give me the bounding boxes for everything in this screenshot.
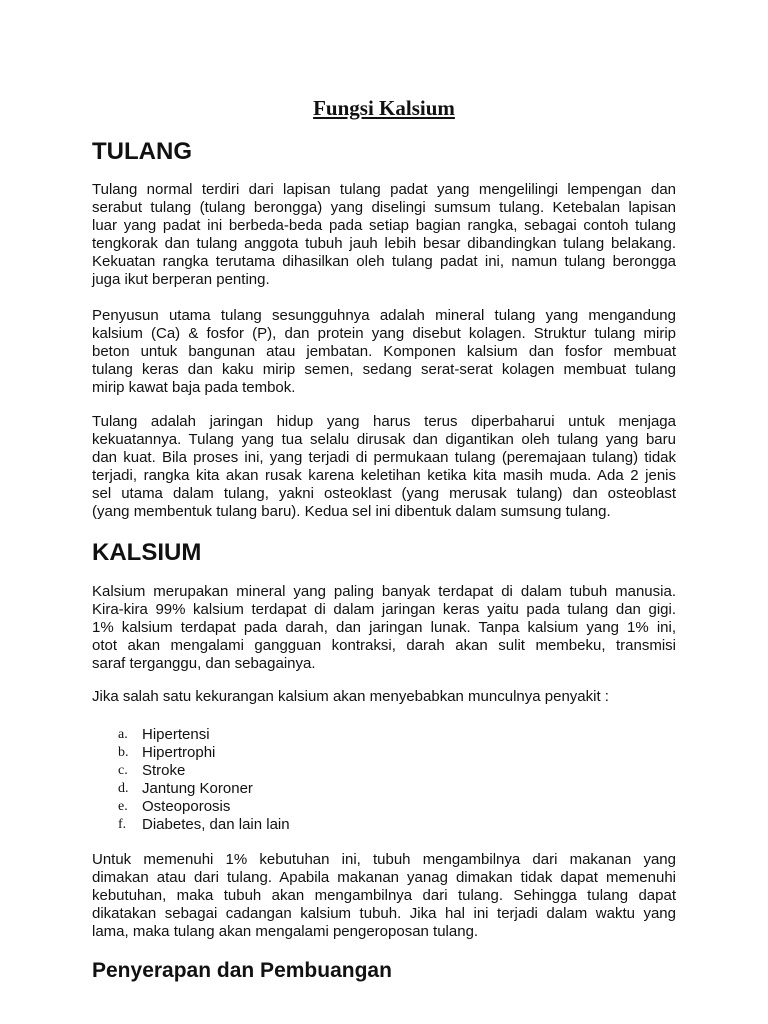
paragraph [92, 583, 676, 673]
paragraph [92, 688, 676, 706]
paragraph [92, 181, 676, 289]
text-line: beton untuk bangunan atau jembatan. Komponen kalsium dan fosfor membuat [92, 343, 676, 360]
text-line: kalsium (Ca) & fosfor (P), dan protein yang disebut kolagen. Struktur tulang mirip [92, 325, 676, 342]
text-line: tengkorak dan tulang anggota tubuh jauh lebih besar dibandingkan tulang belakang. [92, 235, 676, 252]
text-line: saraf terganggu, dan sebagainya. [92, 655, 316, 672]
list-marker: e. [118, 799, 128, 814]
text-line: Untuk memenuhi 1% kebutuhan ini, tubuh mengambilnya dari makanan yang [92, 851, 676, 868]
list-item [118, 780, 290, 798]
text-line: serabut tulang (tulang berongga) yang diselingi sumsum tulang. Ketebalan lapisan [92, 199, 676, 216]
text-line: otot akan mengalami gangguan kontraksi, darah akan sulit membeku, transmisi [92, 637, 676, 654]
list-item [118, 744, 290, 762]
text-line: Penyusun utama tulang sesungguhnya adalah mineral tulang yang mengandung [92, 307, 676, 324]
document-title: Fungsi Kalsium [313, 96, 455, 120]
text-line: terjadi, rangka kita akan rusak karena keletihan ketika kita masih muda. Ada 2 jenis [92, 467, 676, 484]
text-line: dan kuat. Bila proses ini, yang terjadi di permukaan tulang (peremajaan tulang) tidak [92, 449, 676, 466]
list-item [118, 816, 290, 834]
text-line: kebutuhan, maka tubuh akan mengambilnya dari tulang. Sehingga tulang dapat [92, 887, 676, 904]
disease-list [118, 726, 290, 834]
list-item-text: Jantung Koroner [142, 780, 253, 797]
text-line: dimakan atau dari tulang. Apabila makanan yanag dimakan tidak dapat memenuhi [92, 869, 676, 886]
text-line: 1% kalsium terdapat pada darah, dan jaringan lunak. Tanpa kalsium yang 1% ini, [92, 619, 676, 636]
text-line: Tulang adalah jaringan hidup yang harus terus diperbaharui untuk menjaga [92, 413, 676, 430]
text-line: Kekuatan rangka terutama dihasilkan oleh tulang padat ini, namun tulang berongga [92, 253, 676, 270]
section-heading-tulang: TULANG [92, 138, 192, 165]
text-line: (yang membentuk tulang baru). Kedua sel ini dibentuk dalam sumsung tulang. [92, 503, 611, 520]
section-heading-penyerapan: Penyerapan dan Pembuangan [92, 959, 392, 982]
list-item-text: Stroke [142, 762, 186, 779]
text-line: Jika salah satu kekurangan kalsium akan menyebabkan munculnya penyakit : [92, 688, 609, 705]
paragraph [92, 413, 676, 521]
section-heading-kalsium: KALSIUM [92, 539, 202, 566]
text-line: lama, maka tulang akan mengalami pengeroposan tulang. [92, 923, 479, 940]
list-item [118, 798, 290, 816]
list-item-text: Hipertensi [142, 726, 210, 743]
list-marker: a. [118, 727, 128, 742]
text-line: kekuatannya. Tulang yang tua selalu dirusak dan digantikan oleh tulang yang baru [92, 431, 676, 448]
text-line: luar yang padat ini berbeda-beda pada setiap bagian rangka, sebagai contoh tulang [92, 217, 676, 234]
list-item-text: Osteoporosis [142, 798, 231, 815]
list-marker: c. [118, 763, 128, 778]
paragraph [92, 307, 676, 397]
list-marker: d. [118, 781, 129, 796]
list-marker: b. [118, 745, 129, 760]
list-item [118, 762, 290, 780]
text-line: mirip kawat baja pada tembok. [92, 379, 296, 396]
text-line: juga ikut berperan penting. [92, 271, 270, 288]
list-marker: f. [118, 817, 127, 832]
list-item [118, 726, 290, 744]
list-item-text: Hipertrophi [142, 744, 216, 761]
text-line: dikatakan sebagai cadangan kalsium tubuh. Jika hal ini terjadi dalam waktu yang [92, 905, 676, 922]
text-line: Tulang normal terdiri dari lapisan tulang padat yang mengelilingi lempengan dan [92, 181, 676, 198]
text-line: sel utama dalam tulang, yakni osteoklast (yang merusak tulang) dan osteoblast [92, 485, 676, 502]
text-line: Kira-kira 99% kalsium terdapat di dalam jaringan keras yaitu pada tulang dan gigi. [92, 601, 676, 618]
list-item-text: Diabetes, dan lain lain [142, 816, 290, 833]
paragraph [92, 851, 676, 941]
text-line: tulang keras dan kaku mirip semen, sedang serat-serat kolagen membuat tulang [92, 361, 676, 378]
text-line: Kalsium merupakan mineral yang paling banyak terdapat di dalam tubuh manusia. [92, 583, 676, 600]
